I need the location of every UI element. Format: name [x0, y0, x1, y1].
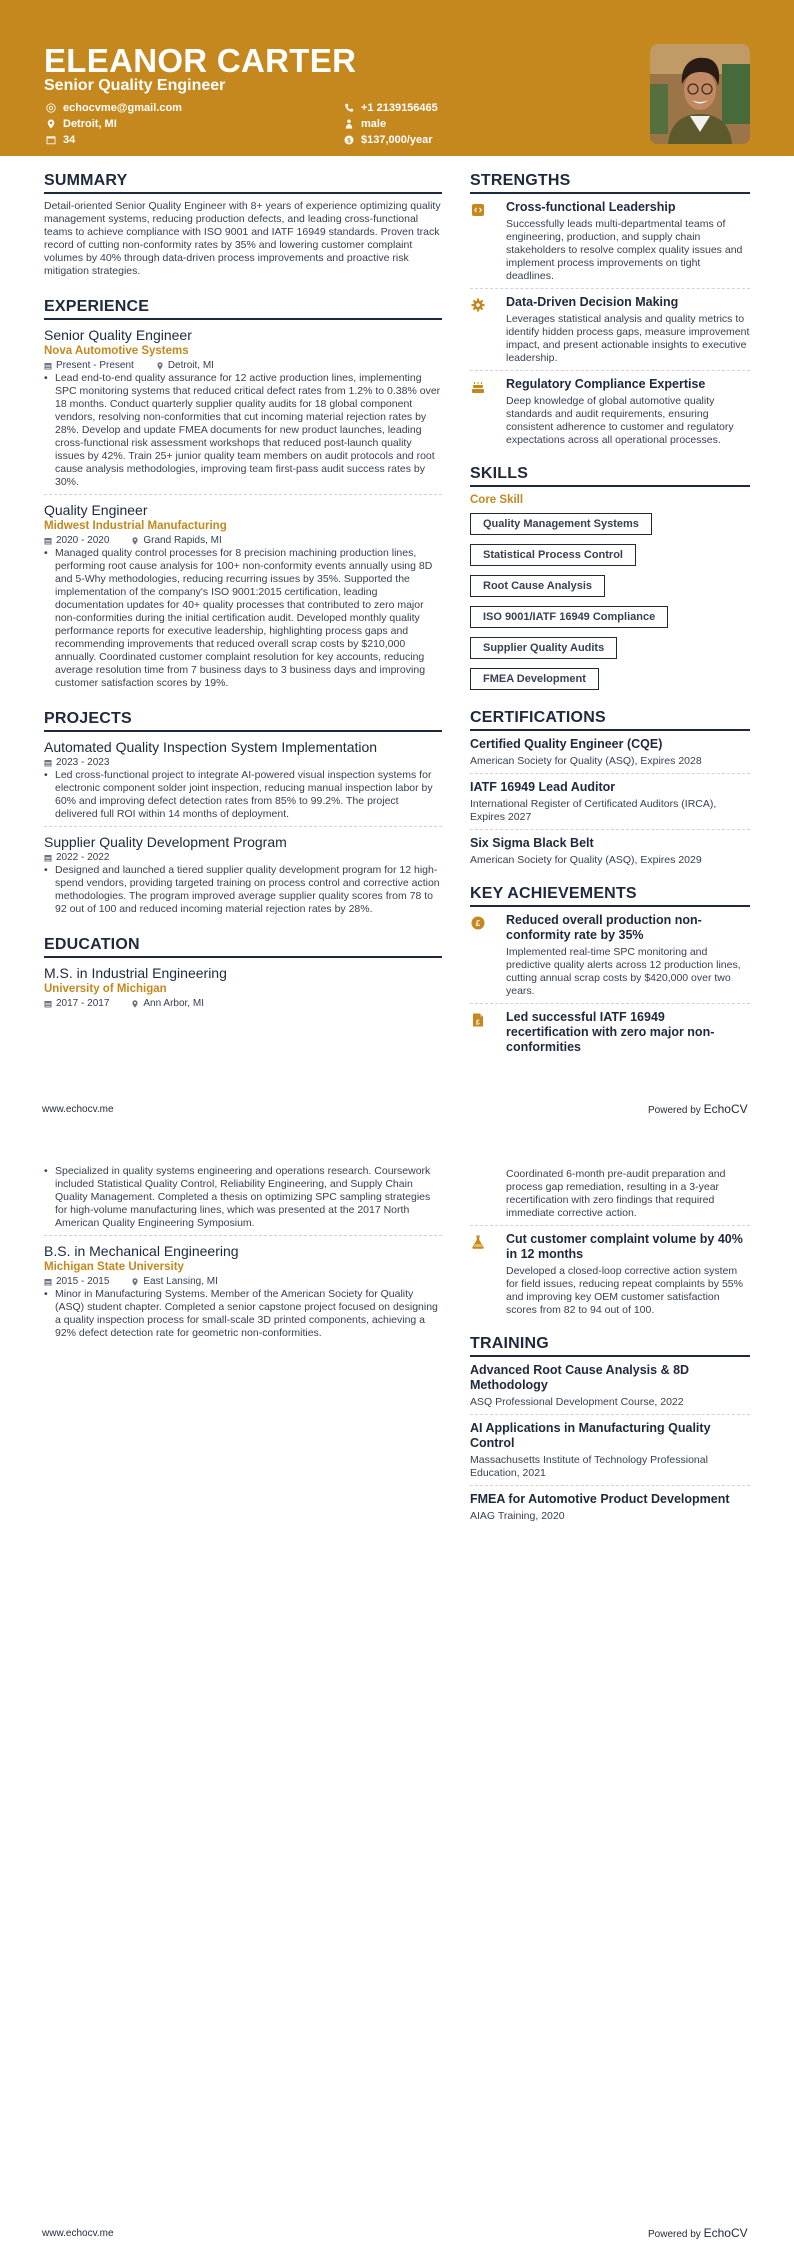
strengths-heading: STRENGTHS: [470, 172, 750, 194]
map-pin-icon: [131, 1278, 139, 1286]
education-bullet: • Minor in Manufacturing Systems. Member of the American Society for Quality (ASQ) student chapter. Completed a senior capstone project focused on designing a quality inspection process for small-scale 3D printed components, achieving a 92% defect detection rate for geometric non-conformities.: [44, 1288, 438, 1339]
education-bullet: • Specialized in quality systems engineering and operations research. Coursework included Statistical Quality Control, Reliability Engineering, and Supply Chain Quality Management. Completed a thesis on optimizing SPC sampling strategies for high-volume manufacturing lines, which was presented at the 2017 North American Quality Engineering Symposium.: [44, 1165, 431, 1229]
divider: [470, 1003, 750, 1004]
svg-text:£: £: [476, 1019, 480, 1027]
flask-icon: [470, 1234, 486, 1250]
skill-chip: Quality Management Systems: [470, 513, 652, 535]
certification-item: IATF 16949 Lead Auditor International Register of Certificated Auditors (IRCA), Expires 2027: [470, 780, 717, 823]
company-name: Nova Automotive Systems: [44, 345, 189, 357]
divider: [470, 773, 750, 774]
contact-gender: male: [344, 116, 386, 131]
education-meta: 2017 - 2017 Ann Arbor, MI: [44, 997, 442, 1010]
achievement-desc: Implemented real-time SPC monitoring and predictive quality alerts across 12 production lines, cutting annual scrap costs by $420,000 over two years.: [506, 946, 741, 997]
strength-desc: Successfully leads multi-departmental teams of engineering, production, and supply chain stakeholders to resolve complex quality issues and implement process improvements on tight deadlines.: [506, 218, 743, 282]
map-pin-icon: [131, 1000, 139, 1008]
project-meta: 2022 - 2022: [44, 851, 442, 864]
skills-heading: SKILLS: [470, 465, 750, 487]
footer-powered-by[interactable]: Powered by EchoCV: [648, 1102, 748, 1116]
right-column-page-1: [470, 172, 750, 1055]
calendar-icon: [44, 1278, 52, 1286]
skill-chip: Root Cause Analysis: [470, 575, 605, 597]
degree: B.S. in Mechanical Engineering: [44, 1243, 239, 1259]
strength-item: [470, 295, 750, 365]
avatar: [650, 44, 750, 144]
contact-salary: $ $137,000/year: [344, 132, 433, 147]
certifications-heading: CERTIFICATIONS: [470, 709, 750, 731]
calendar-icon: [46, 135, 56, 145]
svg-text:$: $: [347, 136, 351, 144]
achievement-continued: [470, 1168, 750, 1220]
gear-icon: [470, 297, 486, 313]
pound-document-icon: [470, 1012, 486, 1028]
project-title: Automated Quality Inspection System Implementation: [44, 739, 378, 755]
map-pin-icon: [46, 119, 56, 129]
project-title: Supplier Quality Development Program: [44, 834, 287, 850]
skill-group-label: Core Skill: [470, 494, 524, 506]
resume-header: [0, 0, 794, 156]
contact-phone[interactable]: +1 2139156465: [344, 100, 438, 115]
map-pin-icon: [131, 537, 139, 545]
achievement-desc: Developed a closed-loop corrective action system for field issues, reducing repeat complaints by 55% and improving key OEM customer satisfaction scores from 82 to 94 out of 100.: [506, 1265, 743, 1316]
achievement-item: [470, 1232, 750, 1317]
skill-chip: FMEA Development: [470, 668, 599, 690]
experience-item: [44, 501, 442, 690]
right-column-page-2: [470, 1168, 750, 1523]
achievements-heading: KEY ACHIEVEMENTS: [470, 885, 750, 907]
contact-age: 34: [46, 132, 75, 147]
phone-icon: [344, 103, 354, 113]
calendar-icon: [44, 854, 52, 862]
profile-photo: [650, 44, 750, 144]
degree: M.S. in Industrial Engineering: [44, 965, 227, 981]
school-name: University of Michigan: [44, 983, 167, 995]
company-name: Midwest Industrial Manufacturing: [44, 520, 227, 532]
achievement-title: Cut customer complaint volume by 40% in 12 months: [506, 1232, 743, 1261]
left-column-page-2: [44, 1165, 442, 1340]
education-heading: EDUCATION: [44, 936, 442, 958]
calendar-icon: [44, 362, 52, 370]
job-bullet: • Lead end-to-end quality assurance for 12 active production lines, implementing SPC monitoring systems that reduced critical defect rates from 1.2% to 0.38% over 18 months. Conduct quarterly supplier quality audits for 18 global component vendors, resolving non-conformities that cut incoming material rejection rates by 28%. Develop and update FMEA documents for new product launches, leading cross-functional risk assessment workshops that reduced post-launch quality issues by 42%. Train 25+ junior quality team members on audit protocols and root cause analysis methodologies, improving team first-pass audit success rates by 30%.: [44, 372, 441, 488]
skill-chip: Supplier Quality Audits: [470, 637, 617, 659]
strength-item: [470, 200, 750, 283]
candidate-title: Senior Quality Engineer: [44, 77, 226, 94]
job-meta: 2020 - 2020 Grand Rapids, MI: [44, 534, 442, 547]
divider: [470, 288, 750, 289]
footer-site-link[interactable]: www.echocv.me: [42, 1104, 114, 1115]
project-bullet: • Led cross-functional project to integrate AI-powered visual inspection systems for electronic component solder joint inspection, reducing manual inspection labor by 60% and improving defect detection rates from 85% to 99.2%. The project delivered full ROI within 14 months of deployment.: [44, 769, 433, 820]
achievement-desc: Coordinated 6-month pre-audit preparation and process gap remediation, resulting in a 3-year recertification with zero findings that required immediate corrective action.: [506, 1168, 726, 1219]
calendar-icon: [44, 537, 52, 545]
divider: [470, 370, 750, 371]
achievement-title: Led successful IATF 16949 recertification with zero major non-conformities: [506, 1010, 715, 1054]
projects-heading: PROJECTS: [44, 710, 442, 732]
calendar-icon: [44, 1000, 52, 1008]
strength-title: Cross-functional Leadership: [506, 200, 676, 214]
strength-title: Data-Driven Decision Making: [506, 295, 679, 309]
brand-name: EchoCV: [703, 1102, 748, 1116]
contact-email[interactable]: echocvme@gmail.com: [46, 100, 182, 115]
project-item: [44, 833, 442, 916]
experience-item: [44, 326, 442, 489]
cake-icon: [470, 379, 486, 395]
divider: [44, 494, 442, 495]
achievement-title: Reduced overall production non-conformity rate by 35%: [506, 913, 702, 942]
education-item: [44, 1242, 442, 1340]
skill-chip: Statistical Process Control: [470, 544, 636, 566]
footer-site-link[interactable]: www.echocv.me: [42, 2228, 114, 2239]
job-title: Senior Quality Engineer: [44, 327, 192, 343]
footer-powered-by[interactable]: Powered by EchoCV: [648, 2226, 748, 2240]
strength-item: [470, 377, 750, 447]
dollar-coin-icon: [344, 135, 354, 145]
experience-heading: EXPERIENCE: [44, 298, 442, 320]
left-column-page-1: [44, 172, 442, 1010]
certification-item: Six Sigma Black Belt American Society for Quality (ASQ), Expires 2029: [470, 836, 702, 866]
job-bullet: • Managed quality control processes for 8 precision machining production lines, performing root cause analysis for 100+ non-conformity events annually using 8D and 5-Why methodologies, reducing recurring issues by 35%. Supported the implementation of the company's ISO 9001:2015 certification, leading documentation updates for 40+ quality processes that contributed to zero major non-conformities during the initial certification audit. Developed monthly quality performance reports for executive leadership, highlighting process gaps and recommending improvements that reduced overall scrap costs by $210,000 annually. Coordinated customer complaint resolution for key accounts, reducing average resolution time from 7 business days to 3 business days and improving customer satisfaction scores by 19%.: [44, 547, 433, 689]
achievement-item: [470, 913, 750, 998]
contact-location: Detroit, MI: [46, 116, 117, 131]
at-icon: [46, 103, 56, 113]
project-meta: 2023 - 2023: [44, 756, 442, 769]
training-item: Advanced Root Cause Analysis & 8D Methodology ASQ Professional Development Course, 2022: [470, 1363, 690, 1408]
education-item: [44, 964, 442, 1010]
strength-desc: Deep knowledge of global automotive quality standards and audit requirements, ensuring consistent adherence to customer and regulatory expectations across all operational processes.: [506, 395, 734, 446]
school-name: Michigan State University: [44, 1261, 184, 1273]
project-bullet: • Designed and launched a tiered supplier quality development program for 12 high-spend vendors, providing targeted training on process control and corrective action methodologies. The program improved average supplier quality scores from 78 to 92 out of 100 and reduced incoming material rejection rates by 28%.: [44, 864, 440, 915]
divider: [44, 1235, 442, 1236]
map-pin-icon: [156, 362, 164, 370]
training-item: FMEA for Automotive Product Development AIAG Training, 2020: [470, 1492, 730, 1522]
skill-chip-list: [470, 513, 750, 699]
calendar-icon: [44, 759, 52, 767]
training-heading: TRAINING: [470, 1335, 750, 1357]
project-item: [44, 738, 442, 821]
brand-name: EchoCV: [703, 2226, 748, 2240]
divider: [470, 1225, 750, 1226]
divider: [44, 826, 442, 827]
person-icon: [344, 119, 354, 129]
strength-title: Regulatory Compliance Expertise: [506, 377, 706, 391]
divider: [470, 1485, 750, 1486]
training-item: AI Applications in Manufacturing Quality Control Massachusetts Institute of Technology Professional Education, 2021: [470, 1421, 711, 1479]
certification-item: Certified Quality Engineer (CQE) American Society for Quality (ASQ), Expires 2028: [470, 737, 702, 767]
candidate-name: ELEANOR CARTER: [44, 42, 357, 79]
education-meta: 2015 - 2015 East Lansing, MI: [44, 1275, 442, 1288]
pound-coin-icon: [470, 915, 486, 931]
divider: [470, 1414, 750, 1415]
achievement-item: [470, 1010, 750, 1055]
strength-desc: Leverages statistical analysis and quality metrics to identify hidden process gaps, measure improvement impact, and present actionable insights to executive leadership.: [506, 313, 750, 364]
code-icon: [470, 202, 486, 218]
divider: [470, 829, 750, 830]
skill-chip: ISO 9001/IATF 16949 Compliance: [470, 606, 668, 628]
summary-heading: SUMMARY: [44, 172, 442, 194]
svg-text:£: £: [475, 919, 481, 928]
job-title: Quality Engineer: [44, 502, 148, 518]
summary-text: Detail-oriented Senior Quality Engineer with 8+ years of experience optimizing quality management systems, reducing production defects, and leading cross-functional teams to achieve compliance with ISO 9001 and IATF 16949 standards. Proven track record of cutting non-conformity rates by 35% and lowering customer complaint volumes by 40% through data-driven process improvements and proactive risk mitigation strategies.: [44, 200, 441, 277]
job-meta: Present - Present Detroit, MI: [44, 359, 442, 372]
